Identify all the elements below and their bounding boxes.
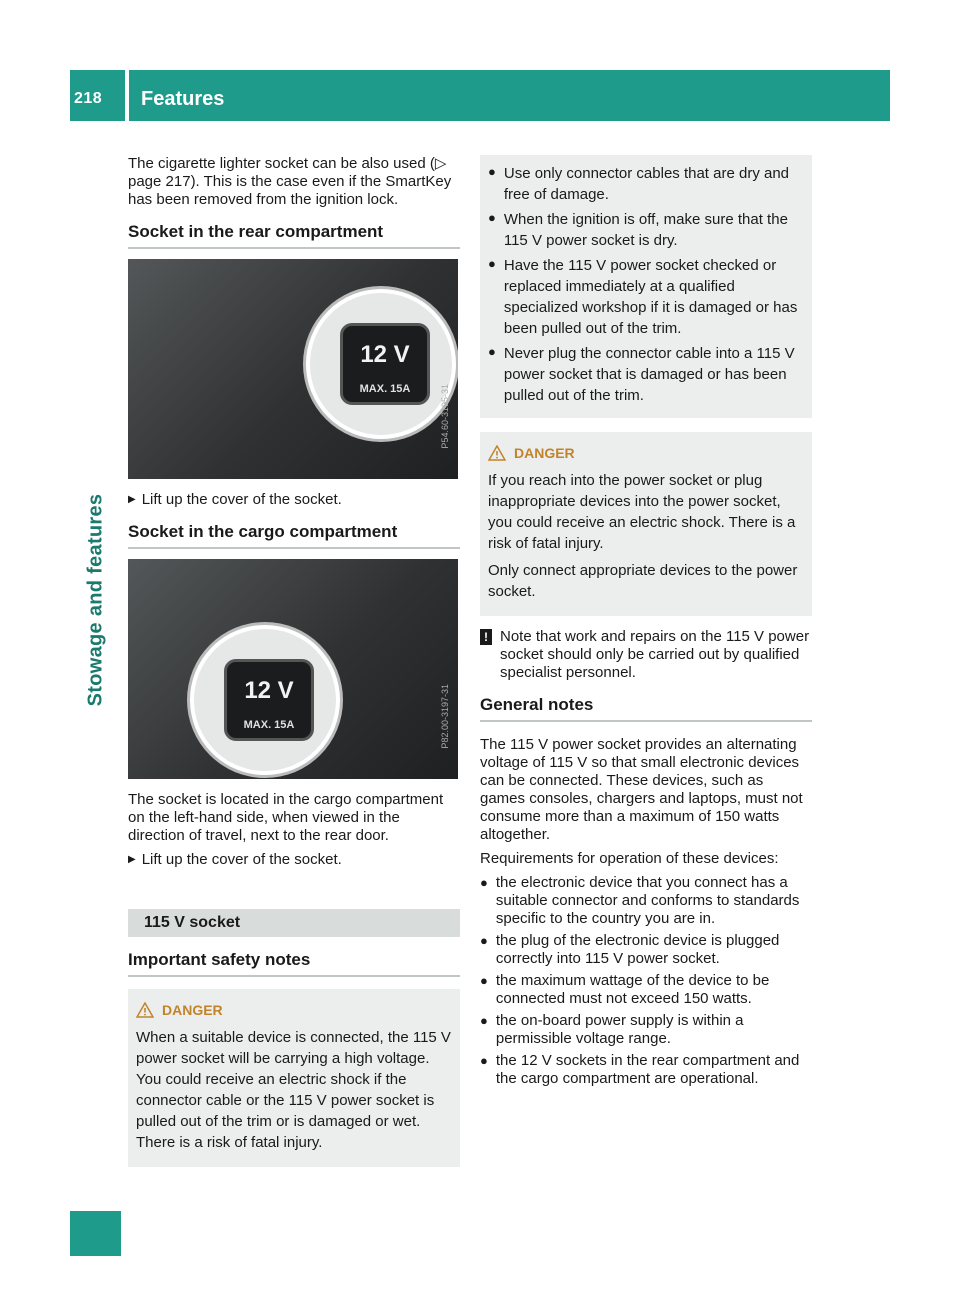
list-item: [480, 972, 812, 1008]
bullet-icon: ●: [488, 344, 496, 359]
heading-general-notes: General notes: [480, 696, 812, 722]
side-marker: [70, 1211, 121, 1256]
socket-cover: [340, 323, 430, 405]
step-arrow-icon: ▶: [128, 854, 136, 865]
danger-text: When a suitable device is connected, the 115 V power socket will be carrying a high voltage. You could receive an electric shock if the connector cable or the 115 V power socket is pulled out of the trim or is damaged or wet. There is a risk of fatal injury.: [136, 1029, 451, 1151]
danger-box-1: [128, 989, 460, 1167]
warning-triangle-icon: [136, 1002, 154, 1018]
figure-cargo-socket: [128, 559, 458, 779]
list-item-text: Use only connector cables that are dry and free of damage.: [503, 165, 790, 203]
list-item-text: the plug of the electronic device is plugged correctly into 115 V power socket.: [495, 932, 780, 967]
bullet-icon: ●: [480, 1013, 488, 1028]
bullet-icon: ●: [480, 973, 488, 988]
precautions-box: [480, 155, 812, 418]
danger-title: [136, 1001, 452, 1019]
danger-title-text: DANGER: [162, 1002, 223, 1018]
list-item-text: the electronic device that you connect has a suitable connector and conforms to standards specific to the country you are in.: [495, 874, 800, 927]
header-title: Features: [141, 88, 225, 110]
socket-voltage-label: 12 V: [244, 677, 294, 704]
heading-cargo-socket: Socket in the cargo compartment: [128, 523, 460, 549]
list-item: [480, 1012, 812, 1048]
danger-box-2: [480, 432, 812, 616]
exclamation-icon: !: [480, 629, 492, 645]
list-item-text: the maximum wattage of the device to be connected must not exceed 150 watts.: [495, 972, 770, 1007]
page-number: 218: [74, 90, 103, 107]
figure-rear-socket: [128, 259, 458, 479]
step-cargo: [128, 851, 460, 869]
cargo-location-text: The socket is located in the cargo compartment on the left-hand side, when viewed in the direction of travel, next to the rear door.: [128, 791, 444, 844]
list-item-text: the 12 V sockets in the rear compartment and the cargo compartment are operational.: [495, 1052, 800, 1087]
bullet-icon: ●: [480, 1053, 488, 1068]
danger-title-text: DANGER: [514, 445, 575, 461]
left-column: [128, 155, 460, 1179]
list-item-text: Have the 115 V power socket checked or replaced immediately at a qualified specialized workshop if it is damaged or has been pulled out of the trim.: [503, 257, 798, 337]
socket-cover: [224, 659, 314, 741]
list-item: [480, 874, 812, 928]
socket-max-label: MAX. 15A: [243, 719, 295, 731]
step-text: Lift up the cover of the socket.: [141, 851, 342, 868]
socket-closeup: [190, 625, 340, 775]
notice-text: Note that work and repairs on the 115 V power socket should only be carried out by qualified specialist personnel.: [500, 628, 810, 681]
notice: [480, 628, 812, 682]
list-item: [488, 209, 804, 251]
figure-code: P82.00-3197-31: [440, 684, 450, 749]
requirements-intro: Requirements for operation of these devices:: [480, 850, 779, 867]
danger-text: If you reach into the power socket or plug inappropriate devices into the power socket, you could receive an electric shock. There is a risk of fatal injury.: [488, 472, 796, 552]
list-item: [488, 255, 804, 339]
list-item: [488, 163, 804, 205]
intro-text: The cigarette lighter socket can be also used (▷ page 217). This is the case even if the SmartKey has been removed from the ignition lock.: [128, 155, 452, 208]
step-rear: [128, 491, 460, 509]
bullet-icon: ●: [480, 875, 488, 890]
heading-safety-notes: Important safety notes: [128, 951, 460, 977]
bullet-icon: ●: [488, 256, 496, 271]
general-text: The 115 V power socket provides an alternating voltage of 115 V so that small electronic devices can be connected. These devices, such as games consoles, chargers and laptops, must not consume more than a maximum of 150 watts altogether.: [480, 736, 803, 843]
bullet-icon: ●: [480, 933, 488, 948]
socket-voltage-label: 12 V: [360, 341, 410, 368]
bullet-icon: ●: [488, 210, 496, 225]
socket-max-label: MAX. 15A: [359, 383, 411, 395]
list-item-text: the on-board power supply is within a permissible voltage range.: [495, 1012, 744, 1047]
step-arrow-icon: ▶: [128, 494, 136, 505]
list-item: [480, 1052, 812, 1088]
socket-closeup: [306, 289, 456, 439]
header-divider: [125, 70, 129, 121]
list-item-text: When the ignition is off, make sure that the 115 V power socket is dry.: [503, 211, 788, 249]
list-item-text: Never plug the connector cable into a 115 V power socket that is damaged or has been pulled out of the trim.: [503, 345, 795, 404]
step-text: Lift up the cover of the socket.: [141, 491, 342, 508]
heading-rear-socket: Socket in the rear compartment: [128, 223, 460, 249]
bullet-icon: ●: [488, 164, 496, 179]
list-item: [480, 932, 812, 968]
right-column: [480, 155, 812, 1092]
warning-triangle-icon: [488, 445, 506, 461]
section-band-115v: 115 V socket: [128, 909, 460, 937]
list-item: [488, 343, 804, 406]
danger-text: Only connect appropriate devices to the power socket.: [488, 562, 798, 600]
side-section-label: Stowage and features: [84, 493, 107, 707]
figure-code: P54.60-3195-31: [440, 384, 450, 449]
danger-title: [488, 444, 804, 462]
